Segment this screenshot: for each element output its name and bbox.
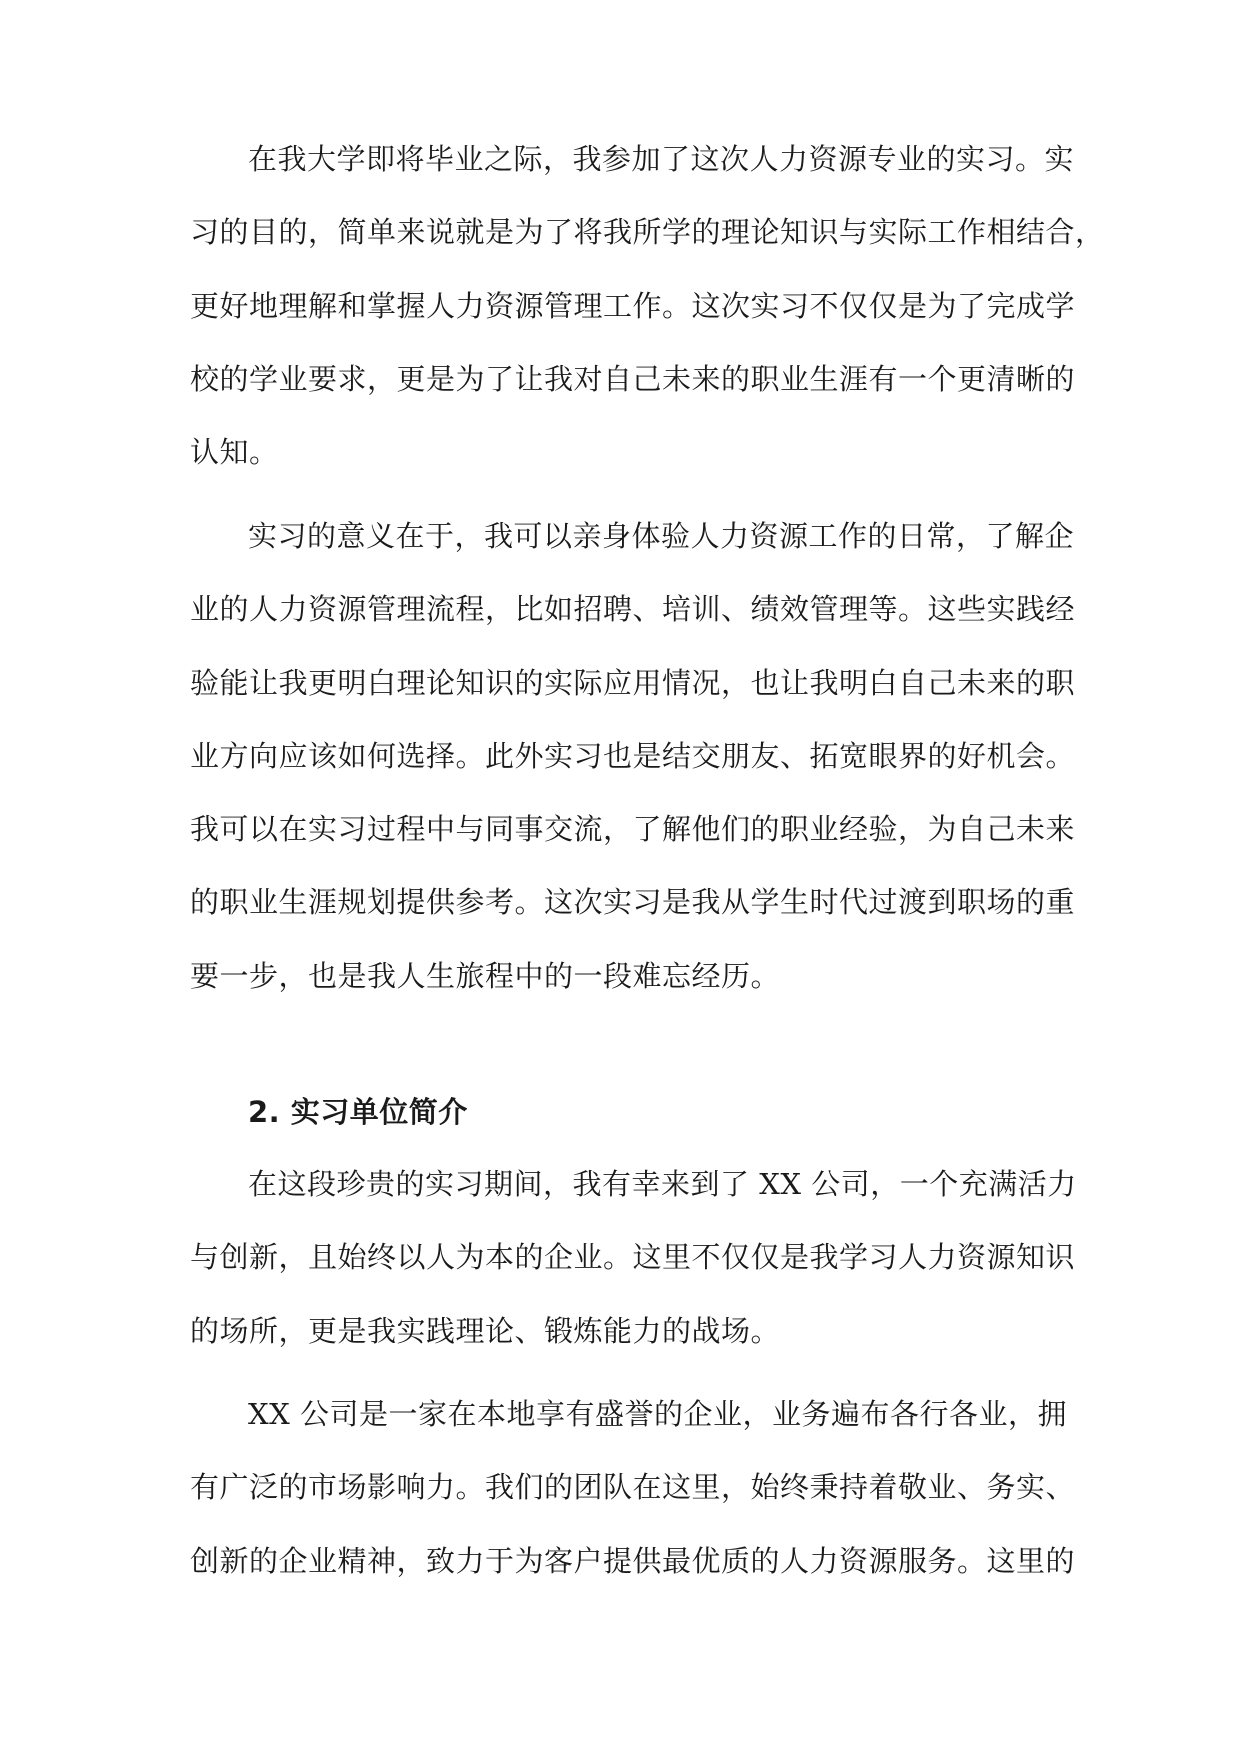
paragraph-line: 更好地理解和掌握人力资源管理工作。这次实习不仅仅是为了完成学	[190, 288, 1076, 323]
paragraph-line: 与创新，且始终以人为本的企业。这里不仅仅是我学习人力资源知识	[190, 1240, 1076, 1275]
paragraph-line: 习的目的，简单来说就是为了将我所学的理论知识与实际工作相结合，	[190, 215, 1105, 250]
paragraph-company-profile	[190, 1378, 1076, 1598]
paragraph-line: 有广泛的市场影响力。我们的团队在这里，始终秉持着敬业、务实、	[190, 1470, 1076, 1505]
paragraph-line: 验能让我更明白理论知识的实际应用情况，也让我明白自己未来的职	[190, 665, 1076, 700]
paragraph-line: 实习的意义在于，我可以亲身体验人力资源工作的日常，了解企	[248, 519, 1075, 553]
paragraph-line: 业方向应该如何选择。此外实习也是结交朋友、拓宽眼界的好机会。	[190, 738, 1076, 773]
paragraph-internship-significance	[190, 500, 1076, 1013]
paragraph-line: 认知。	[190, 435, 279, 470]
paragraph-line: 在这段珍贵的实习期间，我有幸来到了 XX 公司，一个充满活力	[248, 1167, 1077, 1201]
paragraph-line: 创新的企业精神，致力于为客户提供最优质的人力资源服务。这里的	[190, 1543, 1076, 1578]
paragraph-line: 校的学业要求，更是为了让我对自己未来的职业生涯有一个更清晰的	[190, 361, 1076, 396]
section-heading: 2. 实习单位简介	[248, 1095, 468, 1129]
paragraph-company-intro	[190, 1148, 1077, 1368]
paragraph-line: 的职业生涯规划提供参考。这次实习是我从学生时代过渡到职场的重	[190, 885, 1076, 920]
paragraph-line: 业的人力资源管理流程，比如招聘、培训、绩效管理等。这些实践经	[190, 592, 1076, 627]
paragraph-line: 我可以在实习过程中与同事交流，了解他们的职业经验，为自己未来	[190, 812, 1076, 847]
paragraph-internship-purpose	[190, 123, 1105, 489]
paragraph-line: 的场所，更是我实践理论、锻炼能力的战场。	[190, 1313, 781, 1348]
paragraph-line: 在我大学即将毕业之际，我参加了这次人力资源专业的实习。实	[248, 142, 1075, 176]
paragraph-line: XX 公司是一家在本地享有盛誉的企业，业务遍布各行各业，拥	[248, 1397, 1068, 1431]
paragraph-line: 要一步，也是我人生旅程中的一段难忘经历。	[190, 958, 781, 993]
